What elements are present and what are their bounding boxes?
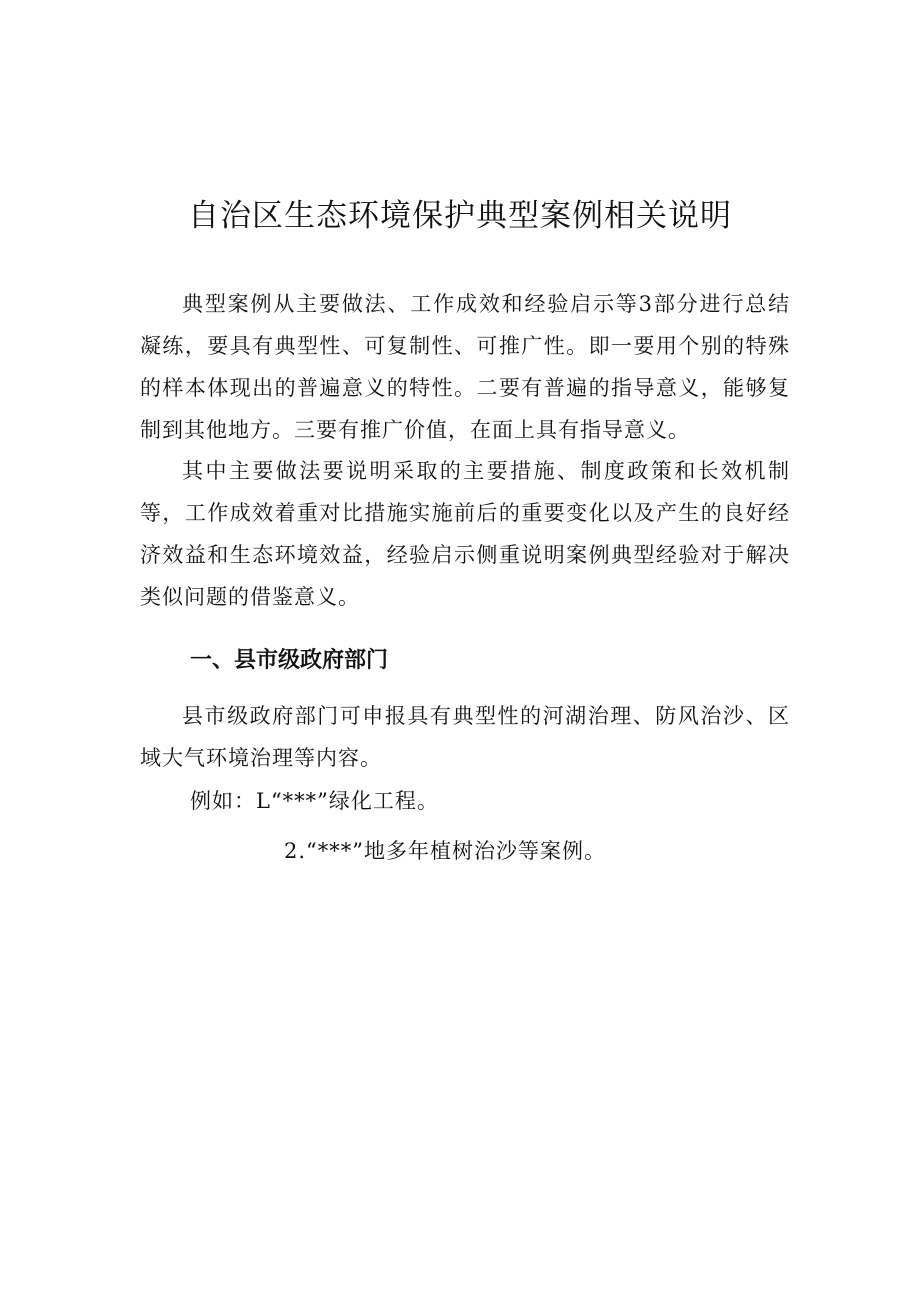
- paragraph-intro: 典型案例从主要做法、工作成效和经验启示等3部分进行总结凝练，要具有典型性、可复制性、可推广性。即一要用个别的特殊的样本体现出的普遍意义的特性。二要有普遍的指导意义，能够复制到其他地方。三要有推广价值，在面上具有指导意义。: [140, 292, 790, 442]
- example-item-2: 2.“***”地多年植树治沙等案例。: [284, 839, 607, 863]
- example-line: 例如：L“***”绿化工程。: [190, 789, 439, 813]
- paragraph-details: 其中主要做法要说明采取的主要措施、制度政策和长效机制等，工作成效着重对比措施实施前后的重要变化以及产生的良好经济效益和生态环境效益，经验启示侧重说明案例典型经验对于解决类似问题的借鉴意义。: [140, 459, 790, 609]
- document-title: 自治区生态环境保护典型案例相关说明: [188, 198, 732, 234]
- paragraph-county-government: 县市级政府部门可申报具有典型性的河湖治理、防风治沙、区域大气环境治理等内容。: [140, 704, 790, 770]
- section-heading-county-government: 一、县市级政府部门: [190, 648, 389, 673]
